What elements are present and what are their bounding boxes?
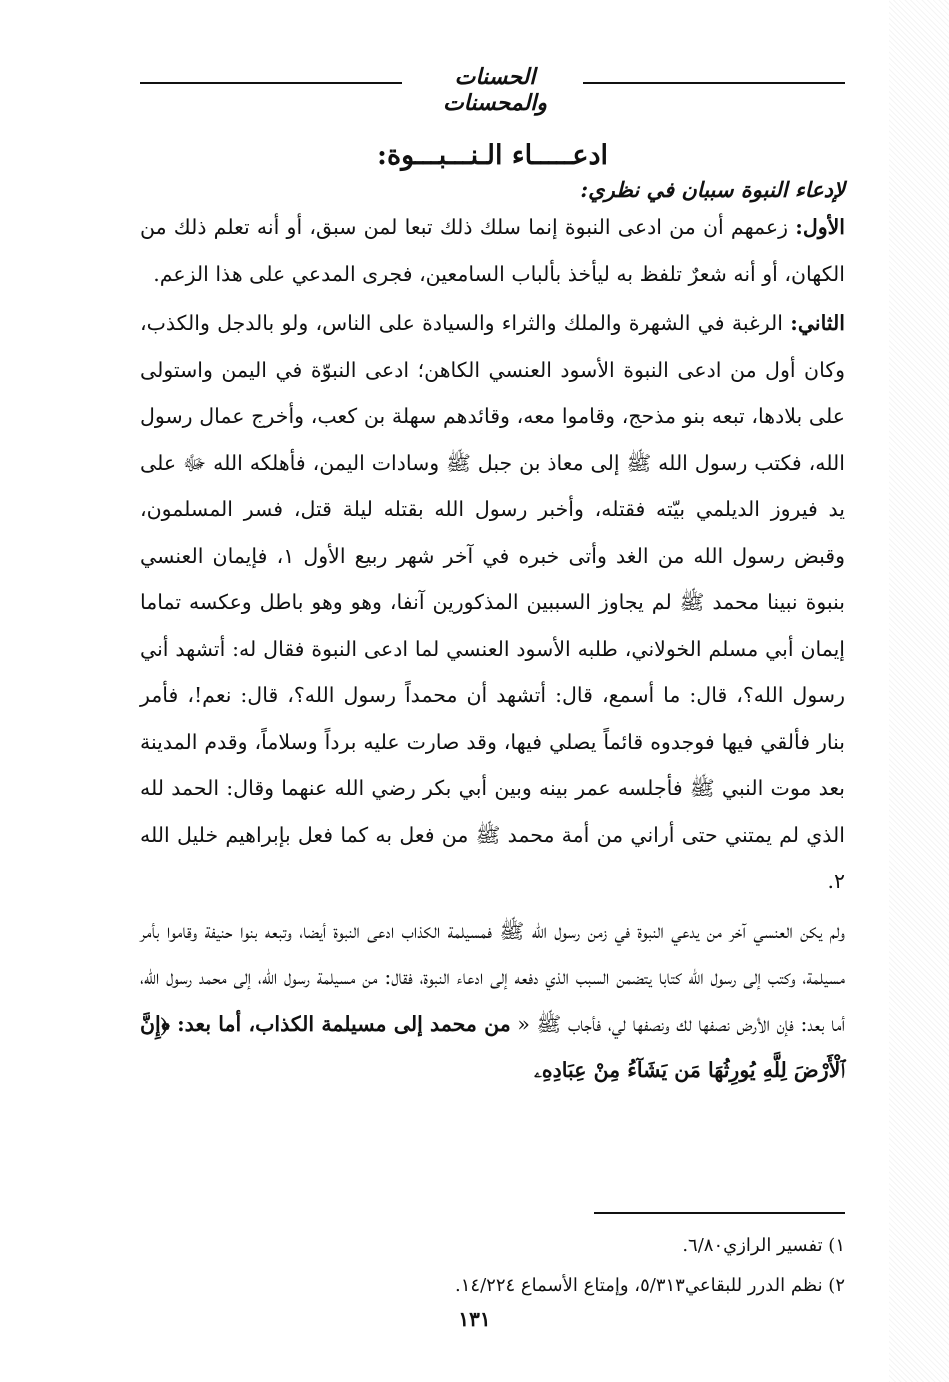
- paragraph-first: [140, 204, 845, 297]
- section-subtitle: لإدعاء النبوة سببان في نظري:: [580, 177, 845, 202]
- paragraph-text: الرغبة في الشهرة والملك والثراء والسيادة على الناس، ولو بالدجل والكذب، وكان أول من ادعى النبوة الأسود العنسي الكاهن؛ ادعى النبوّة في اليمن واستولى على بلادها، تبعه بنو مذحج، وقاموا معه، وقائدهم سهلة بن كعب، وأخرج عمال رسول الله، فكتب رسول الله ﷺ إلى معاذ بن جبل ﷺ وسادات اليمن، فأهلكه الله ﷻ على يد فيروز الديلمي بيّته فقتله، وأخبر رسول الله بقتله ليلة قتل، فسر المسلمون، وقبض رسول الله من الغد وأتى خبره في آخر شهر ربيع الأول ١، فإيمان العنسي بنبوة نبينا محمد ﷺ لم يجاوز السببين المذكورين آنفا، وهو وهو باطل وعكسه تماما إيمان أبي مسلم الخولاني، طلبه الأسود العنسي لما ادعى النبوة فقال له: أتشهد أني رسول الله؟، قال: ما أسمع، قال: أتشهد أن محمداً رسول الله؟، قال: نعم!، فأمر بنار فألقي فيها فوجدوه قائماً يصلي فيها، وقد صارت عليه برداً وسلاماً، وقدم المدينة بعد موت النبي ﷺ فأجلسه عمر بينه وبين أبي بكر رضي الله عنهما وقال: الحمد لله الذي لم يمتني حتى أراني من أمة محمد ﷺ من فعل به كما فعل بإبراهيم خليل الله ٢.: [140, 311, 845, 893]
- paragraph-bold-tail: من محمد إلى مسيلمة الكذاب، أما بعد: ﴿إِنَّ ٱلْأَرْضَ لِلَّهِ يُورِثُهَا مَن يَشَآءُ مِنْ عِبَادِهِۦ: [140, 1011, 845, 1082]
- paragraph-lead: الثاني:: [790, 311, 845, 335]
- header-rule-right: [583, 82, 845, 84]
- paragraph-text: ولم يكن العنسي آخر من يدعي النبوة في زمن رسول الله ﷺ فمسيلمة الكذاب ادعى النبوة أيضا، وتبعه بنوا حنيفة وقاموا بأمر مسيلمة، وكتب إلى رسول الله كتابا يتضمن السبب الذي دفعه إلى ادعاء النبوة، فقال: من مسيلمة رسول الله، إلى محمد رسول الله، أما بعد: فإن الأرض نصفها لك ونصفها لي، فأجاب ﷺ «: [140, 918, 846, 1036]
- paragraph-third: [140, 908, 845, 1094]
- main-content: [140, 140, 845, 1097]
- scan-speckle: [889, 0, 949, 1382]
- paragraph-second: [140, 300, 845, 905]
- header-logo: الحسنات والمحسنات: [442, 64, 548, 116]
- header-rule-left: [140, 82, 402, 84]
- footnotes: [140, 1226, 845, 1306]
- section-title: ادعـــــاء الـنـــبـــوة:: [377, 140, 608, 171]
- footnote-item: ٢) نظم الدرر للبقاعي٥/٣١٣، وإمتاع الأسماع ١٤/٢٢٤.: [455, 1275, 845, 1296]
- footnote-separator: [594, 1212, 845, 1214]
- footnote-item: ١) تفسير الرازي٦/٨٠.: [682, 1235, 845, 1256]
- paragraph-lead: الأول:: [795, 215, 845, 239]
- paragraph-text: زعمهم أن من ادعى النبوة إنما سلك ذلك تبعا لمن سبق، أو أنه تعلم ذلك من الكهان، أو أنه شعرٌ تلفظ به ليأخذ بألباب السامعين، فجرى المدعي على هذا الزعم.: [140, 215, 845, 286]
- page-number: ١٣١: [458, 1307, 491, 1331]
- page-header: [140, 62, 845, 116]
